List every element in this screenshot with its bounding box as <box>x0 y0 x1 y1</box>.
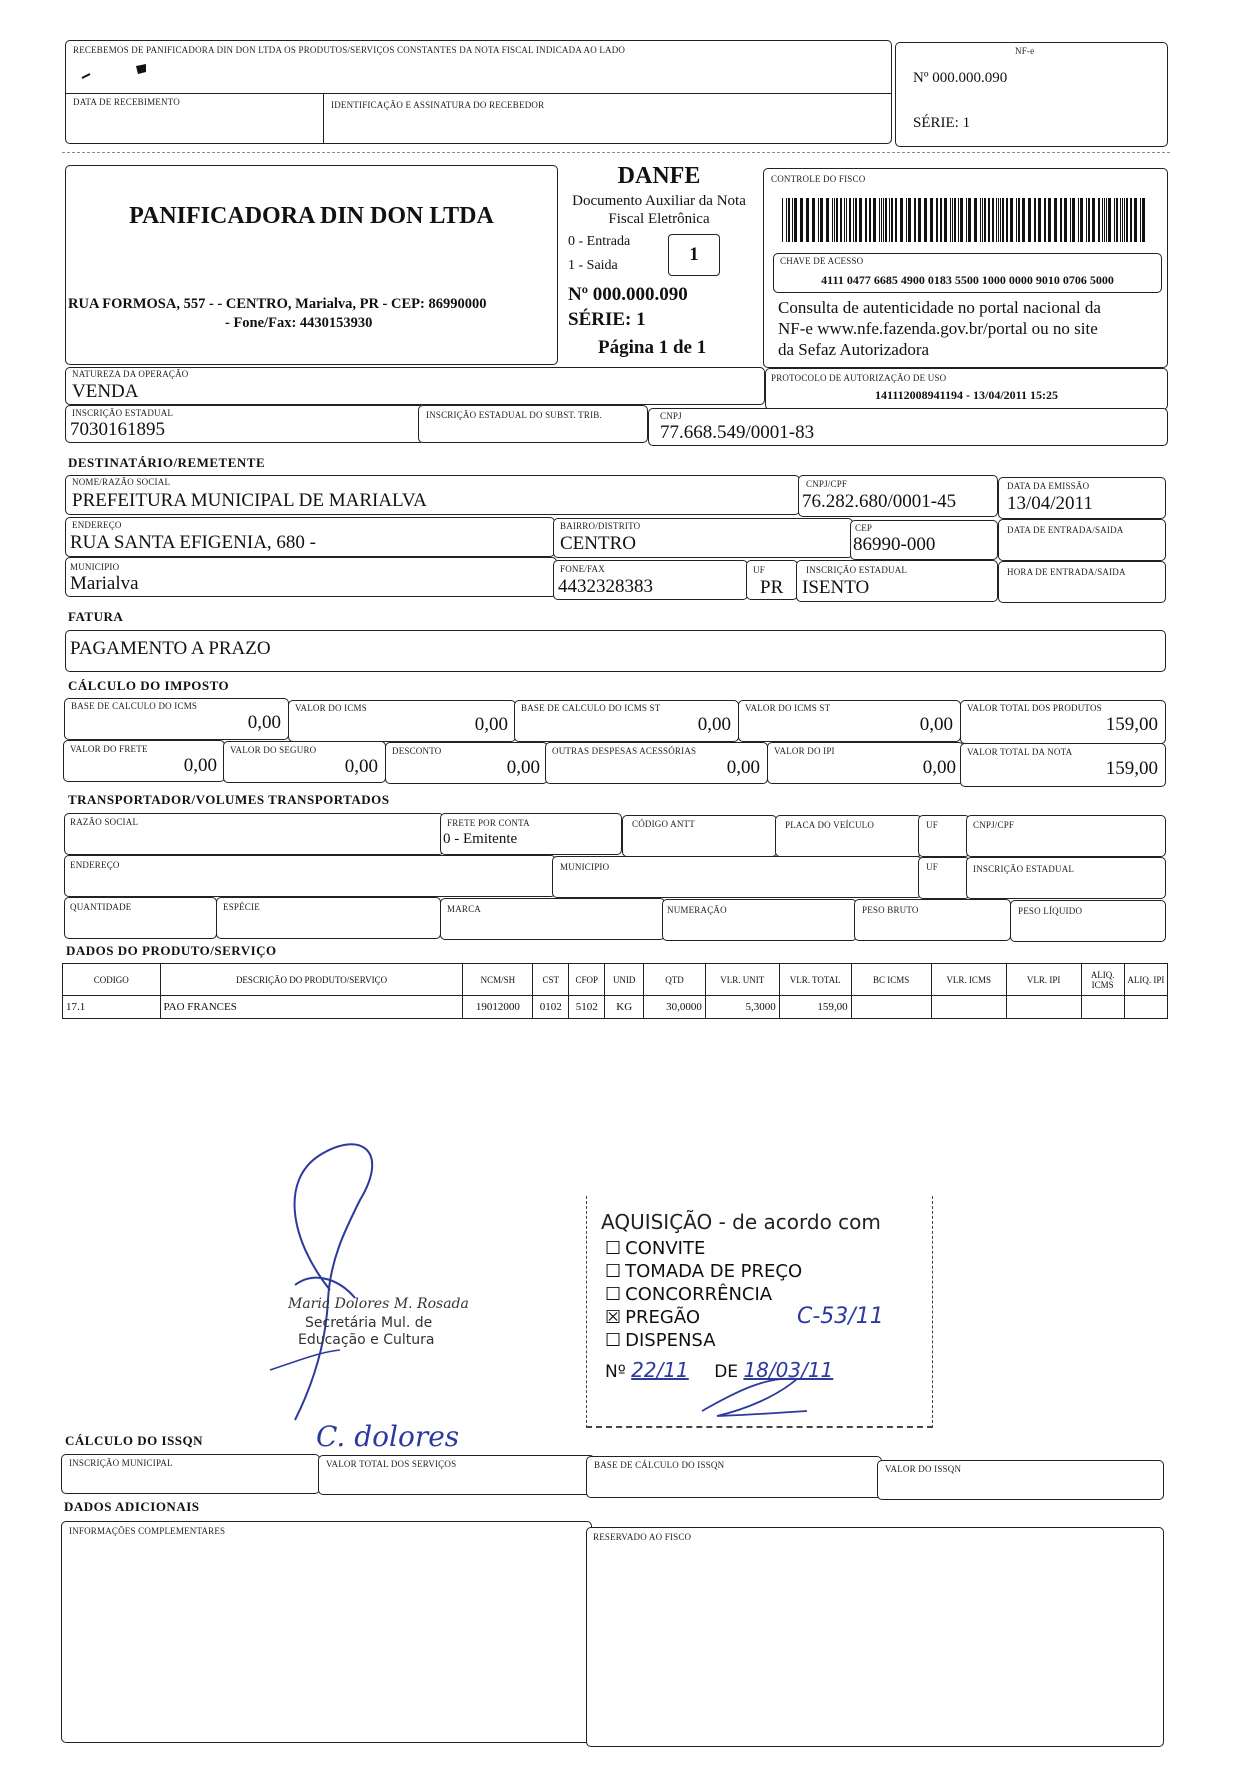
barcode-bar <box>846 198 847 242</box>
barcode-bar <box>879 198 880 242</box>
barcode-bar <box>968 198 971 242</box>
table-cell: KG <box>605 996 644 1019</box>
barcode-bar <box>895 198 897 242</box>
stamp-option <box>605 1261 802 1284</box>
net-weight-label: PESO LÍQUIDO <box>1018 906 1083 916</box>
tax-field-label: VALOR DO ICMS <box>295 703 367 713</box>
recipient-ie: ISENTO <box>802 577 870 598</box>
acquisition-stamp <box>586 1196 933 1428</box>
stamp-number-prefix: Nº <box>605 1362 626 1382</box>
carrier-city-label: MUNICIPIO <box>560 862 610 872</box>
operation-nature: VENDA <box>72 381 139 402</box>
barcode-bar <box>1114 198 1115 242</box>
column-header: VLR. IPI <box>1006 964 1081 996</box>
barcode-bar <box>1078 198 1079 242</box>
tax-field-value: 0,00 <box>919 714 953 735</box>
column-header: DESCRIÇÃO DO PRODUTO/SERVIÇO <box>160 964 463 996</box>
barcode-bar <box>1002 198 1004 242</box>
column-header: QTD <box>644 964 706 996</box>
tax-field-value: 0,00 <box>922 757 956 778</box>
barcode-bar <box>788 198 790 242</box>
issqn-field-label: INSCRIÇÃO MUNICIPAL <box>69 1458 173 1468</box>
barcode-bar <box>1092 198 1095 242</box>
barcode-bar <box>855 198 857 242</box>
barcode-bar <box>1016 198 1017 242</box>
barcode-bar <box>786 198 787 242</box>
barcode-bar <box>891 198 893 242</box>
table-cell <box>851 996 931 1019</box>
plate-label: PLACA DO VEÍCULO <box>785 820 875 830</box>
recipient-uf-label: UF <box>753 565 765 575</box>
numbering-label: NUMERAÇÃO <box>667 905 727 915</box>
issqn-field-label: VALOR TOTAL DOS SERVIÇOS <box>326 1459 457 1469</box>
products-table <box>62 963 1168 1019</box>
recipient-cep: 86990-000 <box>853 534 936 555</box>
stamp-option-label: PREGÃO <box>625 1307 700 1328</box>
species-label: ESPÉCIE <box>223 902 260 912</box>
issuer-cnpj-label: CNPJ <box>660 411 682 421</box>
barcode-bar <box>1048 198 1051 242</box>
barcode-bar <box>889 198 890 242</box>
tax-field-label: OUTRAS DESPESAS ACESSÓRIAS <box>552 746 697 756</box>
barcode-bar <box>1034 198 1036 242</box>
tax-field-label: VALOR DO FRETE <box>70 744 148 754</box>
table-cell: 19012000 <box>463 996 533 1019</box>
barcode-bar <box>1124 198 1125 242</box>
column-header: VLR. TOTAL <box>779 964 851 996</box>
danfe-title: DANFE <box>617 163 701 189</box>
carrier-section-title: TRANSPORTADOR/VOLUMES TRANSPORTADOS <box>68 792 390 807</box>
table-cell <box>1081 996 1124 1019</box>
recipient-name-label: NOME/RAZÃO SOCIAL <box>72 477 171 487</box>
barcode-bar <box>1088 198 1090 242</box>
barcode-bar <box>826 198 829 242</box>
stamp-option-label: DISPENSA <box>625 1330 716 1351</box>
stamp-de: DE <box>714 1362 739 1382</box>
auth-text-1: Consulta de autenticidade no portal nacional da <box>778 298 1101 317</box>
tax-field-label: VALOR DO IPI <box>774 746 835 756</box>
stub-nfe-series: SÉRIE: 1 <box>913 115 971 131</box>
issqn-section-title: CÁLCULO DO ISSQN <box>65 1433 204 1448</box>
column-header: VLR. UNIT <box>705 964 779 996</box>
stamp-option <box>605 1284 802 1307</box>
state-registration-label: INSCRIÇÃO ESTADUAL <box>72 408 174 418</box>
barcode-bar <box>908 198 911 242</box>
recipient-district-label: BAIRRO/DISTRITO <box>560 521 641 531</box>
danfe-page: Página 1 de 1 <box>598 337 707 358</box>
barcode-bar <box>936 198 938 242</box>
barcode-bar <box>1122 198 1123 242</box>
carrier-uf-label: UF <box>926 820 938 830</box>
receipt-signature-label: IDENTIFICAÇÃO E ASSINATURA DO RECEBEDOR <box>331 100 545 110</box>
barcode-bar <box>865 198 867 242</box>
checkbox-icon: ☐ <box>605 1261 622 1282</box>
emission-date: 13/04/2011 <box>1007 493 1093 514</box>
recipient-ie-label: INSCRIÇÃO ESTADUAL <box>806 565 908 575</box>
barcode-bar <box>1142 198 1145 242</box>
barcode-bar <box>1086 198 1087 242</box>
operation-nature-label: NATUREZA DA OPERAÇÃO <box>72 369 189 379</box>
recipient-phone: 4432328383 <box>558 576 653 597</box>
tax-field-label: BASE DE CALCULO DO ICMS <box>71 701 198 711</box>
danfe-subtitle-1: Documento Auxiliar da Nota <box>572 193 746 209</box>
barcode-bar <box>930 198 933 242</box>
column-header: CFOP <box>569 964 605 996</box>
barcode-bar <box>924 198 927 242</box>
barcode-bar <box>980 198 981 242</box>
danfe-subtitle-2: Fiscal Eletrônica <box>608 211 710 227</box>
issqn-field-label: BASE DE CÁLCULO DO ISSQN <box>594 1460 725 1470</box>
signer-name: Maria Dolores M. Rosada <box>288 1296 469 1312</box>
additional-section-title: DADOS ADICIONAIS <box>64 1499 200 1514</box>
barcode-bar <box>800 198 803 242</box>
table-cell: 5,3000 <box>705 996 779 1019</box>
column-header: VLR. ICMS <box>931 964 1006 996</box>
barcode-bar <box>873 198 876 242</box>
column-header: ALIQ. IPI <box>1124 964 1167 996</box>
table-cell: 5102 <box>569 996 605 1019</box>
barcode-bar <box>883 198 884 242</box>
reserved-fisco-box <box>586 1527 1164 1747</box>
barcode-bar <box>853 198 854 242</box>
recipient-city: Marialva <box>70 573 139 594</box>
fiscal-control-label: CONTROLE DO FISCO <box>771 174 866 184</box>
barcode-bar <box>859 198 862 242</box>
carrier-address-label: ENDEREÇO <box>70 860 120 870</box>
tax-field-value: 0,00 <box>183 755 217 776</box>
complementary-info-label: INFORMAÇÕES COMPLEMENTARES <box>69 1526 226 1536</box>
stamp-number: 22/11 <box>631 1358 689 1382</box>
signer-role-2: Educação e Cultura <box>298 1332 435 1348</box>
barcode-bar <box>982 198 983 242</box>
barcode-bar <box>1022 198 1025 242</box>
column-header: ALIQ. ICMS <box>1081 964 1124 996</box>
tax-field-value: 0,00 <box>726 757 760 778</box>
danfe-number: Nº 000.000.090 <box>568 284 688 305</box>
recipient-cnpj-label: CNPJ/CPF <box>806 479 848 489</box>
barcode-bar <box>1072 198 1075 242</box>
receipt-stub <box>65 40 892 144</box>
products-section-title: DADOS DO PRODUTO/SERVIÇO <box>66 943 277 958</box>
barcode-bar <box>988 198 990 242</box>
barcode-bar <box>1120 198 1121 242</box>
carrier-ie-label: INSCRIÇÃO ESTADUAL <box>973 864 1075 874</box>
access-key: 4111 0477 6685 4900 0183 5500 1000 0000 9010 0706 5000 <box>821 273 1114 287</box>
barcode-bar <box>792 198 793 242</box>
signer-role-1: Secretária Mul. de <box>305 1315 433 1331</box>
auth-text-2: NF-e www.nfe.fazenda.gov.br/portal ou no site <box>778 319 1098 338</box>
column-header: CODIGO <box>63 964 161 996</box>
table-cell <box>1006 996 1081 1019</box>
barcode-bar <box>952 198 953 242</box>
danfe-saida: 1 - Saida <box>568 258 618 273</box>
table-cell: 30,0000 <box>644 996 706 1019</box>
initials-signature: C. dolores <box>316 1420 460 1453</box>
barcode-bar <box>812 198 815 242</box>
recipient-cep-label: CEP <box>855 523 873 533</box>
barcode-bar <box>1000 198 1001 242</box>
barcode-bar <box>1006 198 1008 242</box>
st-registration-label: INSCRIÇÃO ESTADUAL DO SUBST. TRIB. <box>426 410 602 420</box>
receipt-declaration: RECEBEMOS DE PANIFICADORA DIN DON LTDA OS PRODUTOS/SERVIÇOS CONSTANTES DA NOTA FISCAL INDICADA AO LADO <box>73 45 626 55</box>
column-header: CST <box>533 964 569 996</box>
issuer-cnpj: 77.668.549/0001-83 <box>660 422 815 443</box>
barcode-bar <box>1018 198 1020 242</box>
complementary-info-box <box>61 1521 592 1743</box>
barcode-bar <box>1038 198 1041 242</box>
barcode-bar <box>960 198 963 242</box>
tax-field-label: DESCONTO <box>392 746 442 756</box>
barcode-bar <box>794 198 797 242</box>
column-header: NCM/SH <box>463 964 533 996</box>
barcode-bar <box>1130 198 1132 242</box>
barcode-bar <box>984 198 986 242</box>
danfe-entrada: 0 - Entrada <box>568 234 631 249</box>
recipient-city-label: MUNICIPIO <box>70 562 120 572</box>
barcode-bar <box>1106 198 1107 242</box>
danfe-type-box: 1 <box>668 234 720 276</box>
table-row <box>63 996 1168 1019</box>
tax-section-title: CÁLCULO DO IMPOSTO <box>68 678 230 693</box>
receipt-divider <box>65 93 892 94</box>
checkbox-icon: ☐ <box>605 1284 622 1305</box>
stamp-date: 18/03/11 <box>743 1358 834 1382</box>
gross-weight-label: PESO BRUTO <box>862 905 919 915</box>
table-cell: 159,00 <box>779 996 851 1019</box>
barcode-bar <box>998 198 999 242</box>
issqn-field-label: VALOR DO ISSQN <box>885 1464 962 1474</box>
recipient-address-label: ENDEREÇO <box>72 520 122 530</box>
tax-field-label: VALOR DO ICMS ST <box>745 703 831 713</box>
barcode-bar <box>881 198 882 242</box>
barcode <box>782 198 1148 242</box>
receipt-marks <box>80 58 170 82</box>
issuer-box <box>65 165 558 365</box>
entry-exit-time-label: HORA DE ENTRADA/SAIDA <box>1007 567 1126 577</box>
barcode-bar <box>954 198 956 242</box>
recipient-uf: PR <box>760 577 784 598</box>
tax-field-value: 0,00 <box>247 712 281 733</box>
entry-exit-date-label: DATA DE ENTRADA/SAIDA <box>1007 525 1124 535</box>
barcode-bar <box>940 198 942 242</box>
checkbox-icon: ☐ <box>605 1238 622 1259</box>
state-registration: 7030161895 <box>70 419 165 440</box>
barcode-bar <box>914 198 916 242</box>
barcode-bar <box>844 198 845 242</box>
carrier-cnpj-label: CNPJ/CPF <box>973 820 1015 830</box>
table-cell <box>931 996 1006 1019</box>
protocol: 141112008941194 - 13/04/2011 15:25 <box>874 388 1058 402</box>
barcode-bar <box>836 198 838 242</box>
column-header: UNID <box>605 964 644 996</box>
barcode-bar <box>950 198 951 242</box>
access-key-label: CHAVE DE ACESSO <box>780 256 864 266</box>
carrier-address-box <box>64 855 556 897</box>
freight-label: FRETE POR CONTA <box>447 818 530 828</box>
auth-text-3: da Sefaz Autorizadora <box>778 340 930 359</box>
barcode-bar <box>849 198 851 242</box>
stamp-option-label: TOMADA DE PREÇO <box>625 1261 803 1282</box>
checkbox-icon: ☐ <box>605 1330 622 1351</box>
recipient-cnpj: 76.282.680/0001-45 <box>802 491 957 512</box>
stamp-option-label: CONCORRÊNCIA <box>625 1284 773 1305</box>
danfe-series: SÉRIE: 1 <box>568 309 646 330</box>
barcode-bar <box>1080 198 1083 242</box>
barcode-bar <box>1102 198 1103 242</box>
invoice-terms: PAGAMENTO A PRAZO <box>70 638 271 659</box>
barcode-bar <box>1010 198 1013 242</box>
issuer-name: PANIFICADORA DIN DON LTDA <box>129 203 494 229</box>
receipt-date-label: DATA DE RECEBIMENTO <box>73 97 180 107</box>
barcode-bar <box>1126 198 1128 242</box>
tax-field-value: 159,00 <box>1105 758 1158 779</box>
tax-field-value: 0,00 <box>506 757 540 778</box>
barcode-bar <box>818 198 819 242</box>
table-cell <box>1124 996 1167 1019</box>
emission-date-label: DATA DA EMISSÃO <box>1007 481 1090 491</box>
stamp-option-label: CONVITE <box>625 1238 706 1259</box>
carrier-uf2-label: UF <box>926 862 938 872</box>
carrier-name-label: RAZÃO SOCIAL <box>70 817 139 827</box>
cut-line <box>62 152 1170 153</box>
recipient-district: CENTRO <box>560 533 636 554</box>
barcode-bar <box>840 198 842 242</box>
stub-nfe-number: Nº 000.000.090 <box>913 70 1008 86</box>
recipient-phone-label: FONE/FAX <box>560 564 605 574</box>
tax-field-value: 159,00 <box>1105 714 1158 735</box>
protocol-label: PROTOCOLO DE AUTORIZAÇÃO DE USO <box>771 373 947 383</box>
stamp-note: C-53/11 <box>797 1304 884 1329</box>
column-header: BC ICMS <box>851 964 931 996</box>
tax-field-label: VALOR DO SEGURO <box>230 745 317 755</box>
barcode-bar <box>1054 198 1057 242</box>
invoice-section-title: FATURA <box>68 609 124 624</box>
barcode-bar <box>1140 198 1141 242</box>
stamp-option <box>605 1238 802 1261</box>
freight: 0 - Emitente <box>443 831 518 847</box>
table-cell: 17.1 <box>63 996 161 1019</box>
stamp-option <box>605 1307 802 1330</box>
table-cell: 0102 <box>533 996 569 1019</box>
issuer-phone: - Fone/Fax: 4430153930 <box>225 315 373 331</box>
stamp-scribble <box>697 1371 817 1421</box>
barcode-bar <box>900 198 903 242</box>
barcode-bar <box>1098 198 1100 242</box>
barcode-bar <box>1044 198 1046 242</box>
barcode-bar <box>1116 198 1118 242</box>
barcode-bar <box>944 198 947 242</box>
quantity-label: QUANTIDADE <box>70 902 132 912</box>
barcode-bar <box>1070 198 1071 242</box>
barcode-bar <box>1108 198 1111 242</box>
reserved-fisco-label: RESERVADO AO FISCO <box>593 1532 692 1542</box>
barcode-bar <box>806 198 809 242</box>
barcode-bar <box>885 198 887 242</box>
checked-box-icon: ☒ <box>605 1307 622 1328</box>
receipt-divider-v <box>323 93 324 144</box>
barcode-bar <box>782 198 783 242</box>
handwritten-signature <box>260 1120 500 1430</box>
tax-field-value: 0,00 <box>697 714 731 735</box>
barcode-bar <box>834 198 835 242</box>
barcode-bar <box>1064 198 1067 242</box>
barcode-bar <box>974 198 977 242</box>
barcode-bar <box>1028 198 1031 242</box>
issuer-address: RUA FORMOSA, 557 - - CENTRO, Marialva, PR - CEP: 86990000 <box>68 296 487 312</box>
stamp-option <box>605 1330 802 1353</box>
barcode-bar <box>832 198 833 242</box>
barcode-bar <box>1134 198 1137 242</box>
barcode-bar <box>820 198 823 242</box>
barcode-bar <box>958 198 959 242</box>
barcode-bar <box>966 198 967 242</box>
recipient-address: RUA SANTA EFIGENIA, 680 - <box>70 532 317 553</box>
recipient-name: PREFEITURA MUNICIPAL DE MARIALVA <box>72 490 427 511</box>
barcode-bar <box>1104 198 1105 242</box>
nfe-label: NF-e <box>1015 46 1035 56</box>
tax-field-label: VALOR TOTAL DOS PRODUTOS <box>967 703 1102 713</box>
barcode-bar <box>906 198 907 242</box>
tax-field-label: VALOR TOTAL DA NOTA <box>967 747 1073 757</box>
antt-label: CÓDIGO ANTT <box>632 819 695 829</box>
stamp-options <box>605 1238 802 1353</box>
tax-field-label: BASE DE CALCULO DO ICMS ST <box>521 703 661 713</box>
barcode-bar <box>992 198 994 242</box>
barcode-bar <box>996 198 997 242</box>
barcode-bar <box>918 198 921 242</box>
tax-field-value: 0,00 <box>344 756 378 777</box>
barcode-bar <box>869 198 871 242</box>
stamp-title: AQUISIÇÃO - de acordo com <box>601 1210 881 1234</box>
tax-field-value: 0,00 <box>474 714 508 735</box>
table-cell: PAO FRANCES <box>160 996 463 1019</box>
brand-label: MARCA <box>447 904 482 914</box>
recipient-section-title: DESTINATÁRIO/REMETENTE <box>68 455 266 470</box>
barcode-bar <box>1060 198 1062 242</box>
